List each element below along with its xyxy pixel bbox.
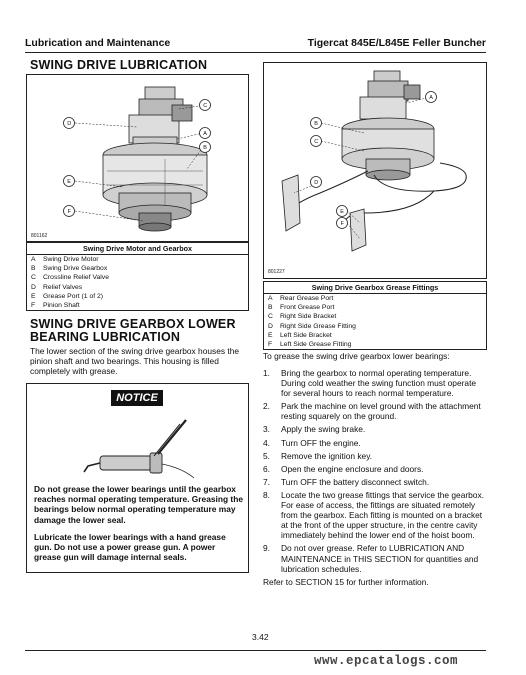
callout-d-label: D [67,121,72,127]
caption-row: D Relief Valves [31,283,83,291]
procedure-step: 9. Do not over grease. Refer to LUBRICATION AND MAINTENANCE in THIS SECTION for quantities and lubrication schedules. [263,543,479,574]
grease-fittings-illustration [264,63,486,278]
caption-row: C Crossline Relief Valve [31,274,109,282]
procedure-step: 4. Turn OFF the engine. [263,437,361,448]
callout-a-label: A [429,95,433,101]
swing-drive-motor-illustration [27,75,248,241]
callout-e-label: E [67,179,71,185]
caption-title: Swing Drive Gearbox Grease Fittings [264,282,486,294]
header-rule [25,52,486,53]
caption-row: C Right Side Bracket [268,313,337,321]
notice-box [26,383,249,573]
section-title-lower-bearing-lubrication: SWING DRIVE GEARBOX LOWER BEARING LUBRICATION [30,317,236,344]
callout-b-label: B [314,121,318,127]
callout-e-label: E [340,209,344,215]
caption-box-swing-drive-motor [26,242,249,311]
page-number: 3.42 [252,632,269,642]
grease-gun-icon [82,412,202,484]
notice-warning-text: Do not grease the lower bearings until the gearbox reaches normal operating temperature. Greasing the bearings below normal operating temperature may damage the lower seal. [34,484,243,525]
caption-row: F Left Side Grease Fitting [268,340,352,348]
callout-a-label: A [203,131,207,137]
caption-row: E Grease Port (1 of 2) [31,292,104,300]
procedure-steps [263,368,485,587]
callout-c-label: C [314,139,319,145]
figure-id-801227: 801227 [268,269,285,275]
procedure-intro: To grease the swing drive gearbox lower bearings: [263,351,450,361]
footer-rule [25,650,486,651]
caption-row: E Left Side Bracket [268,331,332,339]
section-title-swing-drive-lubrication: SWING DRIVE LUBRICATION [30,58,208,72]
caption-row: B Front Grease Port [268,304,335,312]
procedure-step: 2. Park the machine on level ground with the attachment resting squarely on the ground. [263,401,481,422]
notice-hand-gun-text: Lubricate the lower bearings with a hand grease gun. Do not use a power grease gun. A power grease gun will damage internal seals. [34,532,226,563]
figure-swing-drive-motor [26,74,249,242]
caption-row: A Rear Grease Port [268,295,334,302]
caption-title: Swing Drive Motor and Gearbox [27,243,248,255]
callout-f-label: F [340,221,344,227]
caption-row: F Pinion Shaft [31,301,80,309]
procedure-step: 7. Turn OFF the battery disconnect switch. [263,476,430,487]
watermark: www.epcatalogs.com [314,654,459,668]
figure-id-801162: 801162 [31,233,48,239]
figure-grease-fittings [263,62,487,279]
callout-c-label: C [203,103,208,109]
caption-row: D Right Side Grease Fitting [268,322,356,330]
intro-paragraph: The lower section of the swing drive gearbox houses the pinion shaft and two bearings. This housing is filled completely with grease. [30,346,240,377]
procedure-step: 6. Open the engine enclosure and doors. [263,463,424,474]
procedure-step: 3. Apply the swing brake. [263,424,366,435]
procedure-step: 5. Remove the ignition key. [263,450,373,461]
caption-box-grease-fittings [263,281,487,350]
callout-f-label: F [67,209,71,215]
procedure-outro: Refer to SECTION 15 for further information. [263,576,429,587]
header-left: Lubrication and Maintenance [25,37,171,49]
procedure-step: 8. Locate the two grease fittings that service the gearbox. For ease of access, the fittings are situated remotely from the gearbox. Each fitting is mounted on a bracket at the front of the upper structure, in the centre cavity immediately behind the lower end of the hoist boom. [263,489,484,541]
header-right: Tigercat 845E/L845E Feller Buncher [307,37,486,49]
caption-row: B Swing Drive Gearbox [31,265,108,273]
caption-row: A Swing Drive Motor [31,256,99,263]
callout-d-label: D [314,180,319,186]
notice-badge: NOTICE [111,390,163,406]
procedure-step: 1. Bring the gearbox to normal operating temperature. During cold weather the swing function must operate for several hours to reach normal temperature. [263,368,477,399]
callout-b-label: B [203,145,207,151]
